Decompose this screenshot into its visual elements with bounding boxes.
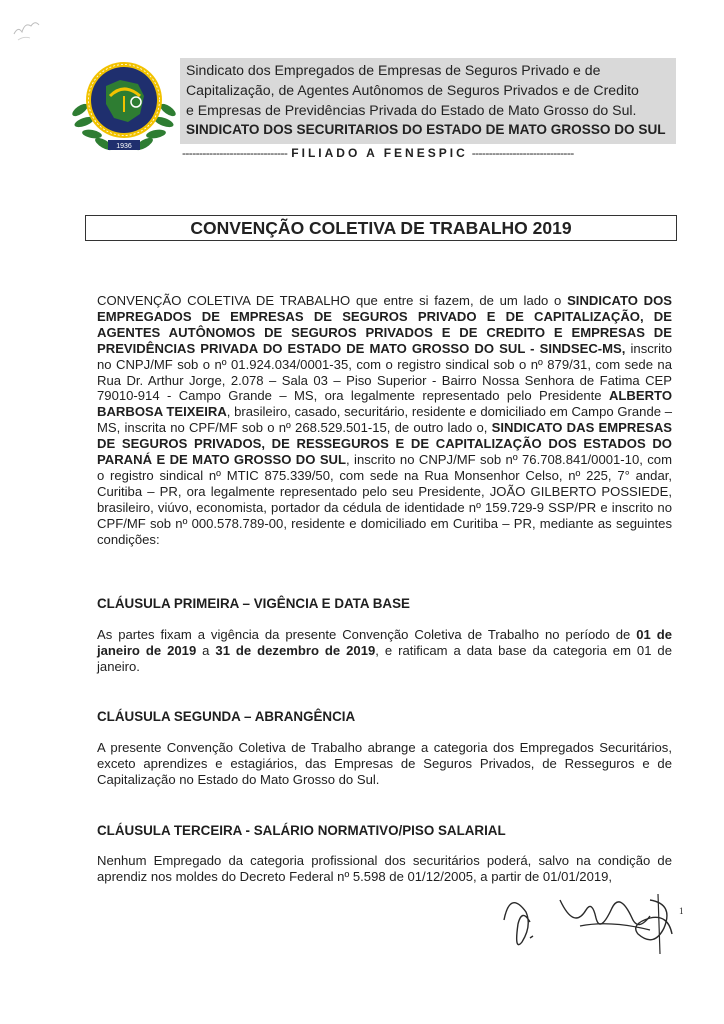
union-name [186,60,672,120]
intro-text-3: , brasileiro, casado, securitário, residente e domiciliado em Campo Grande – MS, inscrita no CPF/MF sob o nº 268.529.501-15, de outro lado o, [97,404,672,436]
affiliation-text: FILIADO A FENESPIC [291,146,468,160]
intro-paragraph [97,293,672,548]
affiliation-line [182,146,678,160]
document-title: CONVENÇÃO COLETIVA DE TRABALHO 2019 [190,218,572,238]
intro-employer-union-name: SINDICATO DAS EMPRESAS DE SEGUROS PRIVADOS, DE RESSEGUROS E DE CAPITALIZAÇÃO DOS ESTADOS DO PARANÁ E DE MATO GROSSO DO SUL [97,420,673,468]
clause-1-start-date: 01 de janeiro de 2019 [97,627,672,658]
clause-1-text [97,627,672,675]
clause-1-title: CLÁUSULA PRIMEIRA – VIGÊNCIA E DATA BASE [97,596,410,611]
clause-1-end-date: 31 de dezembro de 2019 [215,642,376,658]
union-logo [70,52,178,156]
logo-year: 1936 [116,143,132,150]
intro-text-2: inscrito no CNPJ/MF sob o nº 01.924.034/0001-35, com o registro sindical sob o nº 879/31, com sede na Rua Dr. Arthur Jorge, 2.078 – Sala 03 – Piso Superior - Bairro Nossa Senhora de Fatima CEP 79010-914 - Campo Grande – MS, ora legalmente representado pelo Presidente [97,340,672,404]
clause-3-text: Nenhum Empregado da categoria profissional dos securitários poderá, salvo na condição de aprendiz nos moldes do Decreto Federal nº 5.598 de 01/12/2005, a partir de 01/01/2019, [97,853,672,884]
corner-scribble-mark [8,8,58,48]
intro-union-name: SINDICATO DOS EMPREGADOS DE EMPRESAS DE SEGUROS PRIVADO E DE CAPITALIZAÇÃO, DE AGENTES AUTÔNOMOS DE SEGUROS PRIVADOS E DE CREDITO E EMPRESAS DE PREVIDÊNCIAS PRIVADA DO ESTADO DE MATO GROSSO DO SUL - SINDSEC-MS, [97,293,672,356]
clause-2-text: A presente Convenção Coletiva de Trabalho abrange a categoria dos Empregados Securitários, exceto aprendizes e estagiários, das Empresas de Seguros Privados, de Resseguros e de Capitalização no Estado do Mato Grosso do Sul. [97,740,672,787]
handwritten-signatures [490,880,700,970]
union-name-line-2: Capitalização, de Agentes Autônomos de Seguros Privados e de Credito [186,82,639,98]
intro-text-4: , inscrito no CNPJ/MF sob nº 76.708.841/0001-10, com o registro sindical nº MTIC 875.339/50, com sede na Rua Monsenhor Celso, nº 225, 7° andar, Curitiba – PR, ora legalmente representado pelo seu Presidente, JOÃO GILBERTO POSSIEDE, brasileiro, viúvo, economista, portador da cédula de identidade nº 159.729-9 SSP/PR e inscrito no CPF/MF sob nº 000.578.789-00, residente e domiciliado em Curitiba – PR, mediante as seguintes condições: [97,452,672,547]
document-title-box [85,215,677,241]
clause-1-text-1: As partes fixam a vigência da presente Convenção Coletiva de Trabalho no período de [97,627,637,642]
intro-president-name: ALBERTO BARBOSA TEIXEIRA [97,388,672,420]
clause-2-title: CLÁUSULA SEGUNDA – ABRANGÊNCIA [97,709,356,724]
union-name-line-3: e Empresas de Previdências Privada do Estado de Mato Grosso do Sul. [186,102,637,118]
intro-text-1: CONVENÇÃO COLETIVA DE TRABALHO que entre si fazem, de um lado o [97,293,568,308]
union-short-name: SINDICATO DOS SECURITARIOS DO ESTADO DE MATO GROSSO DO SUL [186,122,666,137]
clause-3-title: CLÁUSULA TERCEIRA - SALÁRIO NORMATIVO/PISO SALARIAL [97,823,506,838]
affiliation-dash-left: ------------------------------- [182,146,288,160]
affiliation-dash-right: ------------------------------ [471,146,574,160]
clause-1-text-3: , e ratificam a data base da categoria em 01 de janeiro. [97,642,672,674]
clause-1-text-2: a [196,642,216,658]
union-name-line-1: Sindicato dos Empregados de Empresas de Seguros Privado e de [186,62,601,78]
page-number: 1 [679,906,684,916]
